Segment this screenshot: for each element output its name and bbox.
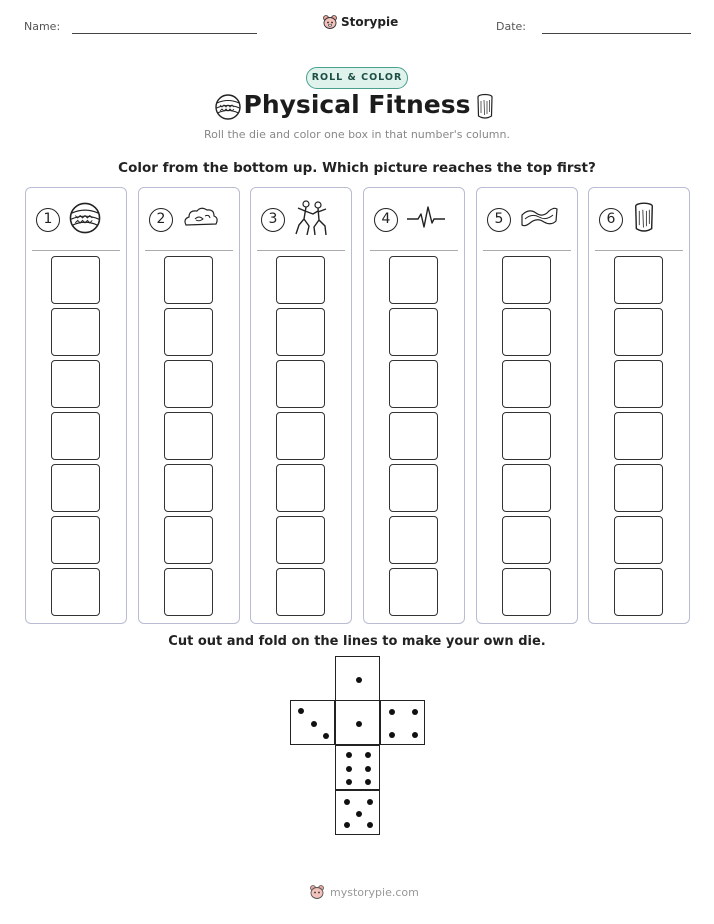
color-box[interactable] xyxy=(276,412,325,460)
die-pip xyxy=(412,709,418,715)
color-box[interactable] xyxy=(614,256,663,304)
color-box[interactable] xyxy=(51,464,100,512)
subtitle: Roll the die and color one box in that number's column. xyxy=(204,128,510,141)
die-pip xyxy=(344,822,350,828)
die-pip xyxy=(412,732,418,738)
color-box[interactable] xyxy=(389,360,438,408)
die-pip xyxy=(367,799,373,805)
die-face-3 xyxy=(290,700,335,745)
column-number: 6 xyxy=(599,208,623,232)
color-box[interactable] xyxy=(614,568,663,616)
color-box[interactable] xyxy=(389,516,438,564)
roll-and-color-badge: ROLL & COLOR xyxy=(306,67,408,89)
color-box[interactable] xyxy=(276,360,325,408)
date-line[interactable] xyxy=(542,33,691,34)
column-number: 4 xyxy=(374,208,398,232)
color-box[interactable] xyxy=(164,308,213,356)
column-number: 2 xyxy=(149,208,173,232)
color-box[interactable] xyxy=(502,412,551,460)
color-box[interactable] xyxy=(389,308,438,356)
die-face-6 xyxy=(335,745,380,790)
die-face-4 xyxy=(380,700,425,745)
color-box[interactable] xyxy=(389,568,438,616)
column-divider xyxy=(257,250,345,251)
storypie-mascot-icon xyxy=(322,14,338,30)
color-box[interactable] xyxy=(51,516,100,564)
column-divider xyxy=(370,250,458,251)
color-box[interactable] xyxy=(389,256,438,304)
color-box[interactable] xyxy=(164,516,213,564)
color-box[interactable] xyxy=(502,256,551,304)
column-3 xyxy=(250,187,352,624)
column-divider xyxy=(595,250,683,251)
color-box[interactable] xyxy=(51,308,100,356)
column-header xyxy=(261,202,343,238)
color-box[interactable] xyxy=(164,360,213,408)
column-divider xyxy=(483,250,571,251)
color-box[interactable] xyxy=(51,568,100,616)
die-pip xyxy=(365,766,371,772)
color-box[interactable] xyxy=(51,256,100,304)
dancers-icon xyxy=(293,199,331,242)
column-header xyxy=(374,202,456,238)
color-box[interactable] xyxy=(164,464,213,512)
color-box[interactable] xyxy=(389,464,438,512)
color-box[interactable] xyxy=(164,568,213,616)
wave-icon xyxy=(519,203,559,238)
color-box[interactable] xyxy=(502,360,551,408)
die-pip xyxy=(367,822,373,828)
column-divider xyxy=(145,250,233,251)
die-face-5 xyxy=(335,790,380,835)
color-box[interactable] xyxy=(276,464,325,512)
name-label: Name: xyxy=(24,20,61,33)
brand-name: Storypie xyxy=(341,15,399,29)
page-title: Physical Fitness xyxy=(243,90,471,119)
footer-url[interactable]: mystorypie.com xyxy=(330,885,419,899)
color-box[interactable] xyxy=(389,412,438,460)
color-box[interactable] xyxy=(51,412,100,460)
color-box[interactable] xyxy=(502,464,551,512)
column-header xyxy=(36,202,118,238)
die-pip xyxy=(356,677,362,683)
color-box[interactable] xyxy=(614,360,663,408)
date-label: Date: xyxy=(496,20,526,33)
color-box[interactable] xyxy=(614,516,663,564)
column-4 xyxy=(363,187,465,624)
color-box[interactable] xyxy=(164,412,213,460)
cloud-icon xyxy=(181,203,221,238)
column-header xyxy=(149,202,231,238)
column-2 xyxy=(138,187,240,624)
column-header xyxy=(599,202,681,238)
color-box[interactable] xyxy=(614,464,663,512)
color-box[interactable] xyxy=(276,516,325,564)
die-pip xyxy=(323,733,329,739)
die-pip xyxy=(346,766,352,772)
footer xyxy=(309,884,419,900)
column-divider xyxy=(32,250,120,251)
column-number: 1 xyxy=(36,208,60,232)
roll-columns xyxy=(25,187,690,624)
instruction-text: Color from the bottom up. Which picture reaches the top first? xyxy=(118,160,596,176)
color-box[interactable] xyxy=(276,308,325,356)
cut-instruction: Cut out and fold on the lines to make your own die. xyxy=(168,634,546,649)
color-box[interactable] xyxy=(614,412,663,460)
die-pip xyxy=(356,811,362,817)
column-5 xyxy=(476,187,578,624)
brand-logo xyxy=(322,14,398,30)
heartbeat-icon xyxy=(406,203,446,238)
die-pip xyxy=(344,799,350,805)
die-face-1 xyxy=(335,700,380,745)
die-pip xyxy=(298,708,304,714)
log-icon xyxy=(631,201,657,240)
die-pip xyxy=(356,721,362,727)
column-number: 3 xyxy=(261,208,285,232)
die-pip xyxy=(365,752,371,758)
color-box[interactable] xyxy=(502,516,551,564)
column-header xyxy=(487,202,569,238)
color-box[interactable] xyxy=(502,568,551,616)
color-box[interactable] xyxy=(502,308,551,356)
color-box[interactable] xyxy=(276,256,325,304)
color-box[interactable] xyxy=(164,256,213,304)
name-line[interactable] xyxy=(72,33,257,34)
ball-icon xyxy=(68,201,102,240)
color-box[interactable] xyxy=(614,308,663,356)
die-pip xyxy=(365,779,371,785)
die-pip xyxy=(389,732,395,738)
color-box[interactable] xyxy=(51,360,100,408)
storypie-mascot-icon xyxy=(309,884,325,900)
die-pip xyxy=(389,709,395,715)
column-6 xyxy=(588,187,690,624)
die-pip xyxy=(346,752,352,758)
color-box[interactable] xyxy=(276,568,325,616)
die-pip xyxy=(346,779,352,785)
die-pip xyxy=(311,721,317,727)
log-icon xyxy=(474,93,496,121)
column-number: 5 xyxy=(487,208,511,232)
column-1 xyxy=(25,187,127,624)
die-face-1 xyxy=(335,656,380,701)
